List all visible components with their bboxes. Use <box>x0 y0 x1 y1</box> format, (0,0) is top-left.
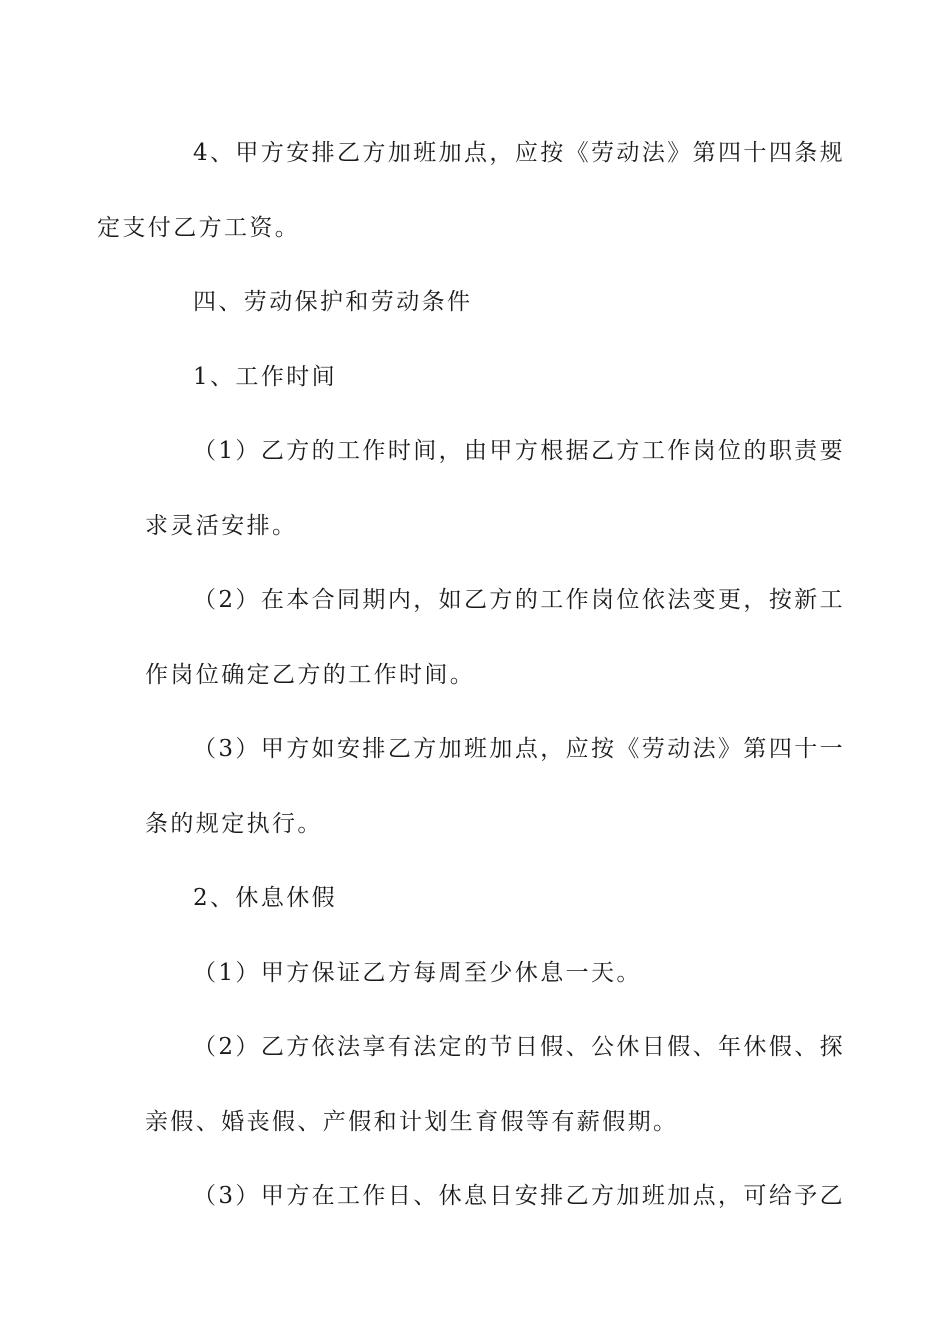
paragraph-rest-leave-2 <box>145 1010 846 1159</box>
paragraph-working-hours-3 <box>145 712 846 861</box>
subsection-heading-working-hours <box>145 340 807 415</box>
paragraph-working-hours-2 <box>145 563 846 712</box>
text-line: 作岗位确定乙方的工作时间。 <box>145 661 476 688</box>
document-body <box>97 116 846 1234</box>
text-line: 亲假、婚丧假、产假和计划生育假等有薪假期。 <box>145 1108 679 1135</box>
text-line: （1）甲方保证乙方每周至少休息一天。 <box>193 959 642 986</box>
text-line: 2、休息休假 <box>193 885 338 911</box>
section-heading-labor-protection <box>145 265 807 340</box>
text-line: 1、工作时间 <box>193 363 338 390</box>
subsection-heading-rest-leave <box>145 861 807 936</box>
text-line: （1）乙方的工作时间，由甲方根据乙方工作岗位的职责要 <box>193 438 846 464</box>
text-line: （2）乙方依法享有法定的节日假、公休日假、年休假、探 <box>193 1034 846 1060</box>
text-line: 条的规定执行。 <box>145 810 323 837</box>
paragraph-rest-leave-1 <box>145 936 807 1011</box>
text-line: 求灵活安排。 <box>145 512 298 539</box>
text-line: 四、劳动保护和劳动条件 <box>193 289 473 315</box>
text-line: （3）甲方如安排乙方加班加点，应按《劳动法》第四十一 <box>193 736 846 762</box>
text-line: （2）在本合同期内，如乙方的工作岗位依法变更，按新工 <box>193 587 846 613</box>
paragraph-rest-leave-3 <box>145 1159 846 1234</box>
paragraph-overtime-pay <box>97 116 846 265</box>
text-line: 定支付乙方工资。 <box>97 214 301 241</box>
text-line: 4、甲方安排乙方加班加点，应按《劳动法》第四十四条规 <box>193 140 846 166</box>
paragraph-working-hours-1 <box>145 414 846 563</box>
text-line: （3）甲方在工作日、休息日安排乙方加班加点，可给予乙 <box>193 1183 846 1209</box>
